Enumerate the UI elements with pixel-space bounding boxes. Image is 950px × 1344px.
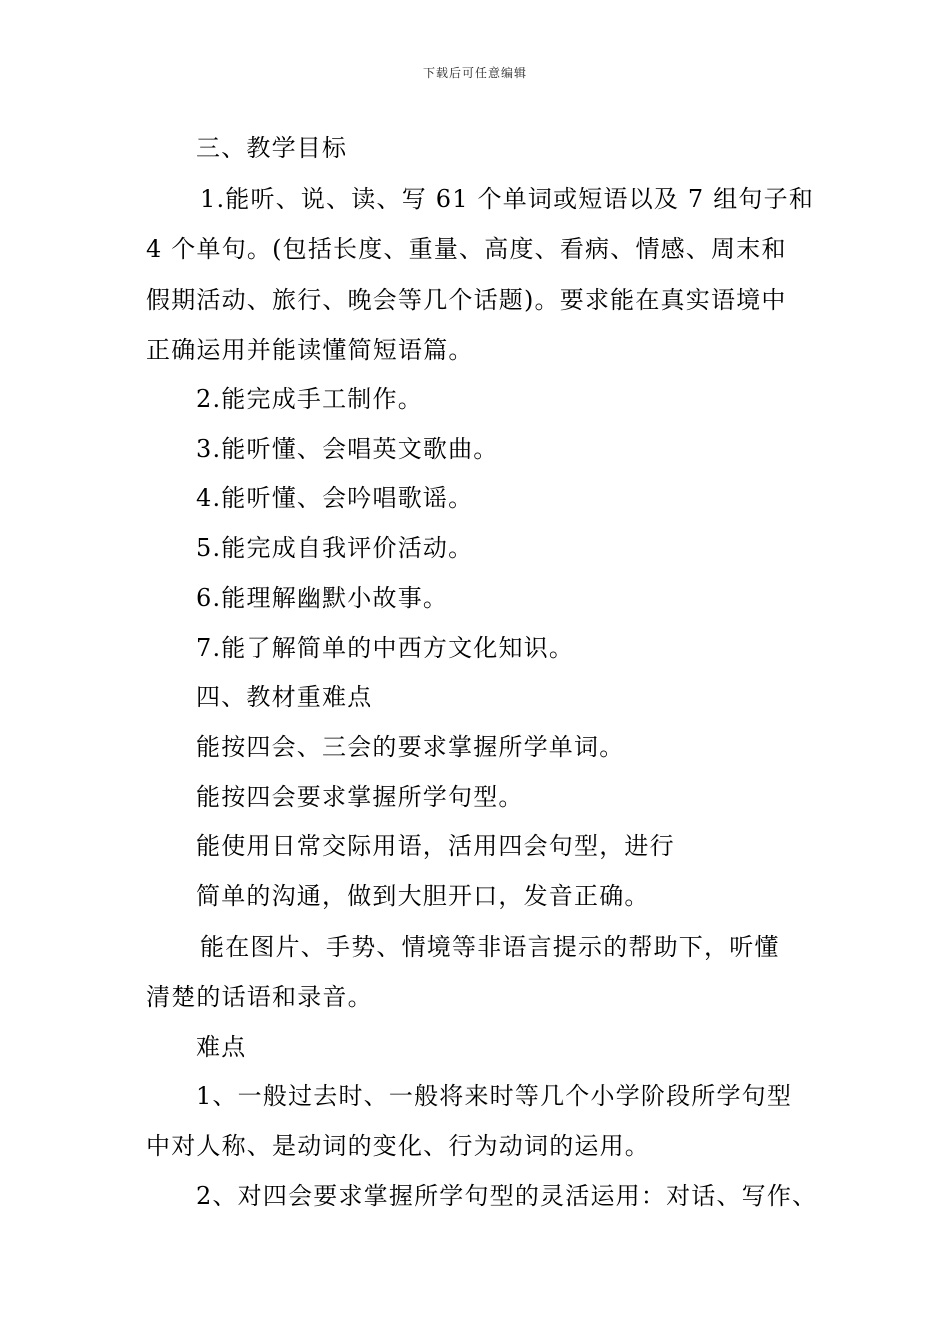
- list-item: 4.能听懂、会吟唱歌谣。: [196, 484, 474, 512]
- page-header: 下载后可任意编辑: [422, 66, 527, 80]
- paragraph-line: 正确运用并能读懂简短语篇。: [146, 336, 474, 364]
- paragraph-line: 1.能听、说、读、写 61 个单词或短语以及 7 组句子和: [200, 185, 815, 213]
- paragraph-line: 2、对四会要求掌握所学句型的灵活运用：对话、写作、: [196, 1182, 818, 1210]
- list-item: 5.能完成自我评价活动。: [196, 534, 474, 562]
- paragraph-line: 能使用日常交际用语，活用四会句型，进行: [196, 832, 675, 860]
- paragraph-line: 4 个单句。(包括长度、重量、高度、看病、情感、周末和: [146, 235, 787, 263]
- paragraph-line: 能按四会要求掌握所学句型。: [196, 783, 524, 811]
- paragraph-line: 简单的沟通，做到大胆开口，发音正确。: [196, 882, 650, 910]
- paragraph-line: 能按四会、三会的要求掌握所学单词。: [196, 733, 625, 761]
- list-item: 7.能了解简单的中西方文化知识。: [196, 634, 575, 662]
- paragraph-line: 1、一般过去时、一般将来时等几个小学阶段所学句型: [196, 1082, 793, 1110]
- list-item: 6.能理解幽默小故事。: [196, 584, 449, 612]
- list-item: 3.能听懂、会唱英文歌曲。: [196, 435, 499, 463]
- paragraph-line: 清楚的话语和录音。: [146, 983, 373, 1011]
- section-heading-objectives: 三、教学目标: [196, 134, 348, 162]
- paragraph-line: 能在图片、手势、情境等非语言提示的帮助下，听懂: [200, 933, 780, 961]
- paragraph-line: 中对人称、是动词的变化、行为动词的运用。: [146, 1132, 650, 1160]
- section-heading-key-points: 四、教材重难点: [196, 683, 373, 711]
- subheading-difficulties: 难点: [196, 1033, 247, 1061]
- paragraph-line: 假期活动、旅行、晚会等几个话题)。要求能在真实语境中: [146, 286, 787, 314]
- list-item: 2.能完成手工制作。: [196, 385, 423, 413]
